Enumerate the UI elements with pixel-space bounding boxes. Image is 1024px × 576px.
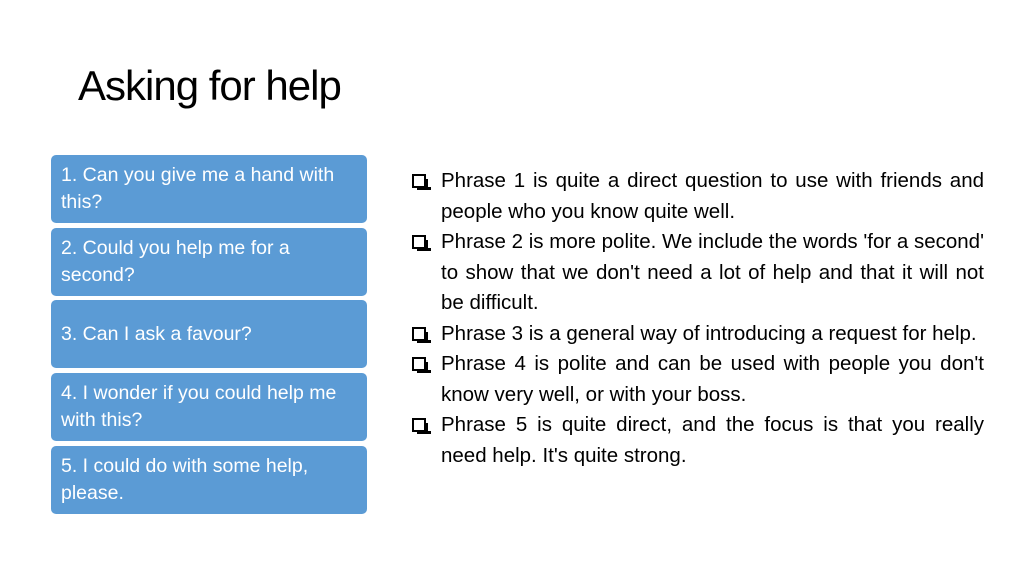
explanation-item-3 (412, 319, 984, 350)
explanation-text-4: Phrase 4 is polite and can be used with people you don't know very well, or with your boss. (441, 352, 984, 406)
phrase-box-3 (51, 300, 367, 368)
explanation-list (412, 166, 984, 471)
square-bullet-icon (412, 418, 426, 432)
explanation-item-5 (412, 410, 984, 471)
phrase-box-1 (51, 155, 367, 223)
square-bullet-icon (412, 174, 426, 188)
explanation-text-1: Phrase 1 is quite a direct question to use with friends and people who you know quite well. (441, 169, 984, 223)
square-bullet-icon (412, 327, 426, 341)
explanation-text-5: Phrase 5 is quite direct, and the focus is that you really need help. It's quite strong. (441, 413, 984, 467)
explanation-text-2: Phrase 2 is more polite. We include the words 'for a second' to show that we don't need a lot of help and that it will not be difficult. (441, 230, 984, 314)
explanation-text-3: Phrase 3 is a general way of introducing a request for help. (441, 321, 977, 345)
phrase-text-5: 5. I could do with some help, please. (61, 455, 309, 504)
slide-title: Asking for help (78, 62, 341, 109)
explanation-item-1 (412, 166, 984, 227)
phrase-text-3: 3. Can I ask a favour? (61, 322, 252, 345)
phrase-text-1: 1. Can you give me a hand with this? (61, 164, 335, 213)
explanation-item-2 (412, 227, 984, 319)
phrase-box-4 (51, 373, 367, 441)
square-bullet-icon (412, 235, 426, 249)
phrase-box-5 (51, 446, 367, 514)
phrase-box-2 (51, 228, 367, 296)
explanation-item-4 (412, 349, 984, 410)
phrase-text-4: 4. I wonder if you could help me with this? (61, 382, 337, 431)
square-bullet-icon (412, 357, 426, 371)
phrase-text-2: 2. Could you help me for a second? (61, 237, 290, 286)
